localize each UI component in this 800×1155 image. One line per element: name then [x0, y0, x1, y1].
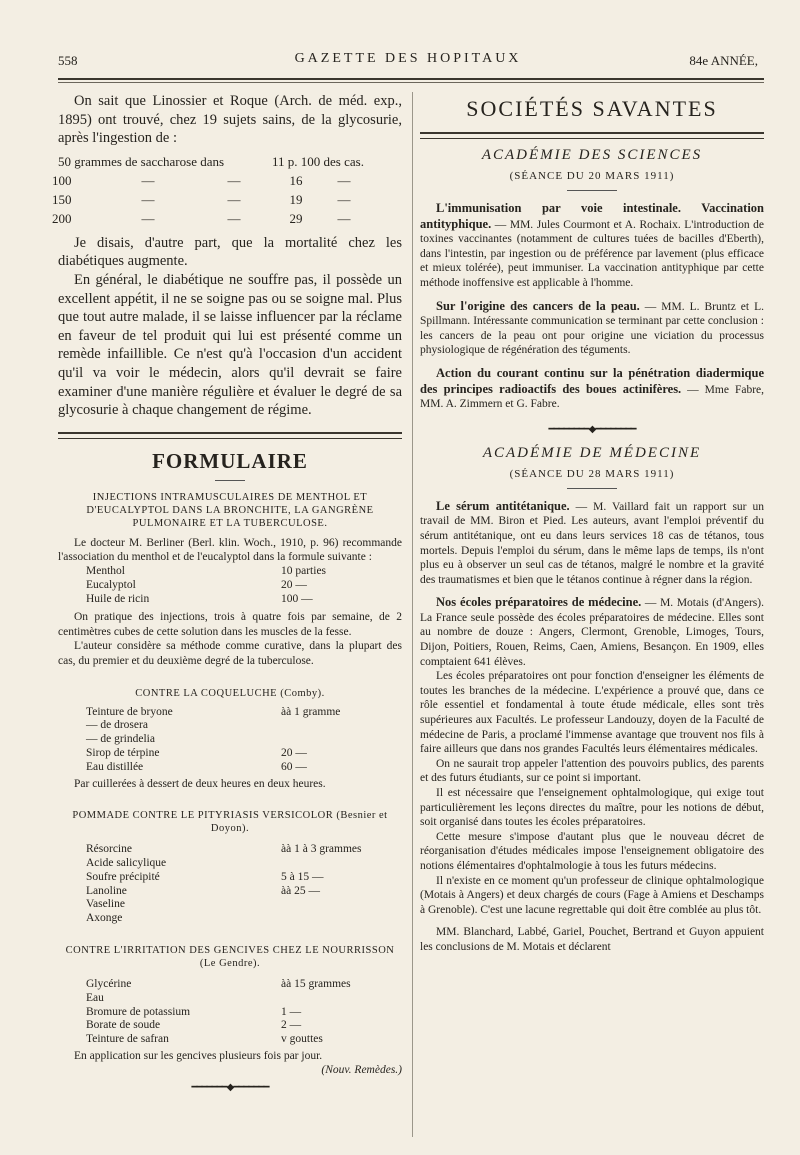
seance-date: (SÉANCE DU 20 MARS 1911)	[509, 170, 675, 182]
recipe-item: Soufre précipité 5 à 15 —	[86, 870, 324, 883]
recipe-item: Axonge	[86, 912, 123, 925]
table-row: 200 — — 29 —	[52, 210, 351, 226]
article: L'immunisation par voie intestinale. Vaccination antityphique. — MM. Jules Courmont et A. Rochaix. L'introduction de toxines vaccinantes (notamment de cultures tuées de bacilles d'Eberth), dans l'intestin, par ingestion ou de préférence par lavement (plus efficace et mieux tolérée), peut immuniser. La vaccination antityphique par cette méthode inoffensive est applicable à l'homme.	[420, 201, 764, 289]
article: Action du courant continu sur la pénétration diadermique des principes radioactifs des boues actinifères. — Mme Fabre, MM. A. Zimmern et G. Fabre.	[420, 365, 764, 411]
recipe-item: Huile de ricin 100 —	[86, 592, 313, 605]
table-row: 150 — — 19 —	[52, 191, 351, 207]
recipe-text: Par cuillerées à dessert de deux heures en deux heures.	[74, 777, 326, 790]
journal-title: GAZETTE DES HOPITAUX	[294, 51, 522, 66]
paragraph: On sait que Linossier et Roque (Arch. de méd. exp., 1895) ont trouvé, chez 19 sujets sains, de la glycosurie, après l'ingestion de :	[58, 93, 402, 147]
page-header	[58, 47, 758, 71]
recipe-item: Résorcine àà 1 à 3 grammes	[86, 843, 362, 856]
divider	[215, 480, 245, 481]
recipe-list	[58, 706, 402, 775]
recipe-item: Teinture de safran v gouttes	[86, 1033, 323, 1046]
recipe-item: Menthol 10 parties	[86, 564, 327, 577]
recipe-text: L'auteur considère sa méthode comme curative, dans la plupart des cas, du premier et du deuxième degré de la tuberculose.	[58, 640, 402, 668]
recipe-item: — de grindelia	[86, 733, 155, 746]
recipe-item: Eau distillée 60 —	[86, 760, 307, 773]
table-row: 50 grammes de saccharose dans 11 p. 100 des cas.	[58, 153, 364, 169]
recipe-item: Teinture de bryone àà 1 gramme	[86, 705, 341, 718]
recipe-item: Borate de soude 2 —	[86, 1019, 302, 1032]
recipe-title: POMMADE CONTRE LE PITYRIASIS VERSICOLOR (Besnier et Doyon).	[72, 810, 388, 835]
paragraph: Il est nécessaire que l'enseignement ophtalmologique, qui exige tout particulièrement les leçons directes du maître, pour les notions de début, soit organisé dans toutes les écoles préparatoires.	[420, 787, 764, 829]
article: Sur l'origine des cancers de la peau. — MM. L. Bruntz et L. Spillmann. Intéressante communication se terminant par cette conclusion : les cancers de la peau ont pour origine une viciation du processus physiologique de régénération des téguments.	[420, 298, 764, 357]
recipe-item: Eau	[86, 991, 104, 1004]
year-label: 84e ANNÉE,	[689, 53, 758, 68]
section-title: SOCIÉTÉS SAVANTES	[466, 96, 718, 121]
paragraph: Les écoles préparatoires ont pour fonction d'enseigner les éléments de toutes les branches de la médecine. L'expérience a prouvé que, dans ce rôle essentiel et fondamental à toute étude médicale, elles sont très supérieures aux Facultés. Le professeur Landouzy, doyen de la Faculté de médecine de Paris, a proclamé l'immense avantage que trouvent nos fils à faire ailleurs que dans nos grandes Facultés leurs élémentaires médicales.	[420, 670, 764, 756]
recipe-title: INJECTIONS INTRAMUSCULAIRES DE MENTHOL ET D'EUCALYPTOL DANS LA BRONCHITE, LA GANGRÈNE PULMONAIRE ET LA TUBERCULOSE.	[86, 491, 374, 529]
academy-title: ACADÉMIE DES SCIENCES	[481, 147, 703, 163]
table-row: 100 — — 16 —	[52, 172, 351, 188]
recipe-title: CONTRE L'IRRITATION DES GENCIVES CHEZ LE NOURRISSON (Le Gendre).	[65, 945, 395, 970]
academy-title: ACADÉMIE DE MÉDECINE	[482, 444, 702, 461]
paragraph: Cette mesure s'impose d'autant plus que le nouveau décret de réorganisation d'études médicales impose l'enseignement obligatoire des notions élémentaires d'ophtalmologie à tous les futurs médecins.	[420, 830, 764, 872]
header-rule	[58, 78, 764, 80]
recipe-item: — de drosera	[86, 719, 148, 732]
divider	[567, 488, 617, 489]
header-rule-thin	[58, 82, 764, 83]
right-column	[420, 92, 764, 955]
recipe-item: Eucalyptol 20 —	[86, 578, 307, 591]
left-column	[52, 92, 402, 1093]
paragraph: Je disais, d'autre part, que la mortalité chez les diabétiques augmente.	[58, 234, 402, 270]
formulaire-title: FORMULAIRE	[152, 448, 308, 473]
source-citation: (Nouv. Remèdes.)	[321, 1063, 402, 1076]
recipe-item: Lanoline àà 25 —	[86, 884, 320, 897]
article: Le sérum antitétanique. — M. Vaillard fait un rapport sur un travail de MM. Biron et Pied. Les auteurs, avant l'emploi préventif du sérum antitétanique, ont eu dans leurs services 18 cas de tétanos, tous mortels. Depuis l'emploi du sérum, dans le même laps de temps, ils n'ont plus eu à observer un seul cas de tétanos, malgré le nombre et la gravité des traumatismes et bien que le tétanos continue à régner dans la région.	[420, 498, 764, 586]
ornament-divider: ━━━━━━━━◆━━━━━━━━	[548, 423, 636, 435]
ornament-divider: ━━━━━━━◆━━━━━━━	[191, 1081, 269, 1093]
article: Nos écoles préparatoires de médecine. — M. Motais (d'Angers). La France seule possède des écoles préparatoires de médecine. Elles sont au nombre de douze : Angers, Clermont, Grenoble, Limoges, Tours, Dijon, Poitiers, Rouen, Reims, Caen, Amiens, Besançon. En 1909, elles comptaient 641 élèves.	[420, 595, 764, 668]
recipe-item: Acide salicylique	[86, 857, 167, 870]
paragraph: On ne saurait trop appeler l'attention des pouvoirs publics, des parents et des futurs étudiants, sur ce point si important.	[420, 757, 764, 785]
seance-date: (SÉANCE DU 28 MARS 1911)	[509, 467, 675, 480]
divider	[567, 190, 617, 191]
recipe-text: Le docteur M. Berliner (Berl. klin. Woch., 1910, p. 96) recommande l'association du menthol et de l'eucalyptol dans la formule suivante :	[58, 536, 402, 564]
paragraph: En général, le diabétique ne souffre pas, il possède un excellent appétit, il ne se soigne pas ou se soigne mal. Plus que tout autre malade, il se laisse influencer par la réclame en faveur de tel produit qui lui est présenté comme un remède infaillible. Ce n'est qu'à l'occasion d'un accident qu'il va voir le médecin, alors qu'il devrait se faire examiner d'une manière régulière et évaluer le degré de sa glycosurie à chaque changement de régime.	[58, 271, 402, 419]
section-rule	[58, 432, 402, 439]
paragraph: Il n'existe en ce moment qu'un professeur de clinique ophtalmologique (Motais à Angers) et deux chargés de cours (Fage à Amiens et Deschamps à Grenoble). C'est une lacune regrettable qui doit être comblée au plus tôt.	[420, 874, 764, 916]
recipe-item: Glycérine àà 15 grammes	[86, 978, 351, 991]
column-divider	[412, 92, 413, 1137]
recipe-list	[58, 843, 402, 926]
recipe-item: Bromure de potassium 1 —	[86, 1005, 302, 1018]
page-number: 558	[58, 53, 78, 68]
paragraph: MM. Blanchard, Labbé, Gariel, Pouchet, Bertrand et Guyon appuient les conclusions de M. Motais et déclarent	[420, 926, 764, 953]
recipe-text: En application sur les gencives plusieurs fois par jour.	[74, 1050, 323, 1063]
recipe-text: On pratique des injections, trois à quatre fois par semaine, de 2 centimètres cubes de cette solution dans les muscles de la fesse.	[58, 611, 402, 638]
recipe-list	[58, 565, 402, 606]
section-rule	[420, 132, 764, 139]
glycosurie-table	[52, 152, 402, 228]
recipe-item: Vaseline	[86, 898, 125, 911]
recipe-item: Sirop de térpine 20 —	[86, 747, 307, 760]
recipe-list	[58, 978, 402, 1047]
recipe-title: CONTRE LA COQUELUCHE (Comby).	[135, 687, 325, 699]
